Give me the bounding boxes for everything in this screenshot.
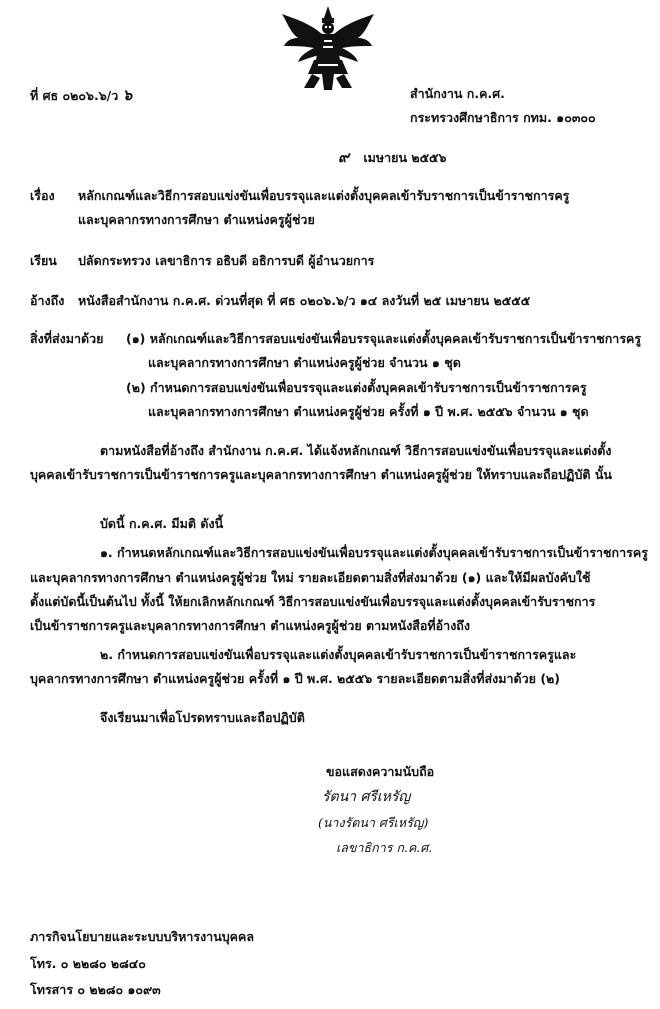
enclosure-2-line-2: และบุคลากรทางการศึกษา ตำแหน่งครูผู้ช่วย ครั้งที่ ๑ ปี พ.ศ. ๒๕๕๖ จำนวน ๑ ชุด <box>148 404 589 419</box>
subject-line-2: และบุคลากรทางการศึกษา ตำแหน่งครูผู้ช่วย <box>78 212 315 227</box>
enclosures-label: สิ่งที่ส่งมาด้วย <box>30 331 104 346</box>
body-paragraph-2: บัดนี้ ก.ค.ศ. มีมติ ดังนี้ <box>100 516 224 531</box>
to-label: เรียน <box>30 253 57 268</box>
enclosure-1-line-2: และบุคลากรทางการศึกษา ตำแหน่งครูผู้ช่วย จำนวน ๑ ชุด <box>148 355 461 370</box>
subject-label: เรื่อง <box>30 188 55 203</box>
body-paragraph-1-line-1: ตามหนังสือที่อ้างถึง สำนักงาน ก.ค.ศ. ได้แจ้งหลักเกณฑ์ วิธีการสอบแข่งขันเพื่อบรรจุและแต่งตั้ง <box>100 443 612 458</box>
date-month-year: เมษายน ๒๕๕๖ <box>363 150 447 165</box>
reference-text: หนังสือสำนักงาน ก.ค.ศ. ด่วนที่สุด ที่ ศธ ๐๒๐๖.๖/ว ๑๔ ลงวันที่ ๒๕ เมษายน ๒๕๕๕ <box>78 293 531 308</box>
resolution-2-line-1: ๒. กำหนดการสอบแข่งขันเพื่อบรรจุและแต่งตั้งบุคคลเข้ารับราชการเป็นข้าราชการครูและ <box>100 647 577 662</box>
document-date <box>338 148 446 167</box>
office-name: สำนักงาน ก.ค.ศ. <box>410 86 505 101</box>
date-day-handwritten: ๙ <box>338 148 349 166</box>
body-paragraph-1-line-2: บุคคลเข้ารับราชการเป็นข้าราชการครูและบุคลากรทางการศึกษา ตำแหน่งครูผู้ช่วย ให้ทราบและถือปฏิบัติ นั้น <box>30 467 612 482</box>
reference-number-text: ที่ ศธ ๐๒๐๖.๖/ว <box>30 88 119 103</box>
footer-department: ภารกิจนโยบายและระบบบริหารงานบุคคล <box>30 929 255 944</box>
garuda-emblem-icon <box>278 4 378 96</box>
reference-number-handwritten: ๖ <box>122 86 133 104</box>
reference-number <box>30 86 132 105</box>
closing-sentence: จึงเรียนมาเพื่อโปรดทราบและถือปฏิบัติ <box>100 710 305 725</box>
resolution-1-line-1: ๑. กำหนดหลักเกณฑ์และวิธีการสอบแข่งขันเพื่อบรรจุและแต่งตั้งบุคคลเข้ารับราชการเป็นข้าราชการครู <box>100 545 648 560</box>
to-text: ปลัดกระทรวง เลขาธิการ อธิบดี อธิการบดี ผู้อำนวยการ <box>78 253 375 268</box>
enclosure-1-line-1: (๑) หลักเกณฑ์และวิธีการสอบแข่งขันเพื่อบรรจุและแต่งตั้งบุคคลเข้ารับราชการเป็นข้าราชการครู <box>126 331 642 346</box>
subject-line-1: หลักเกณฑ์และวิธีการสอบแข่งขันเพื่อบรรจุและแต่งตั้งบุคคลเข้ารับราชการเป็นข้าราชการครู <box>78 188 570 203</box>
resolution-1-line-4: เป็นข้าราชการครูและบุคลากรทางการศึกษา ตำแหน่งครูผู้ช่วย ตามหนังสือที่อ้างถึง <box>30 618 470 633</box>
signatory-name: (นางรัตนา ศรีเหรัญ) <box>318 815 429 830</box>
enclosure-2-line-1: (๒) กำหนดการสอบแข่งขันเพื่อบรรจุและแต่งตั้งบุคคลเข้ารับราชการเป็นข้าราชการครู <box>126 380 587 395</box>
signatory-position: เลขาธิการ ก.ค.ศ. <box>336 840 433 855</box>
resolution-1-line-3: ตั้งแต่บัดนี้เป็นต้นไป ทั้งนี้ ให้ยกเลิกหลักเกณฑ์ วิธีการสอบแข่งขันเพื่อบรรจุและแต่งตั้งบุคคลเข้ารับราชการ <box>30 594 596 609</box>
regards-text: ขอแสดงความนับถือ <box>326 764 435 779</box>
footer-telephone: โทร. ๐ ๒๒๘๐ ๒๘๔๐ <box>30 956 146 971</box>
office-address: กระทรวงศึกษาธิการ กทม. ๑๐๓๐๐ <box>410 110 596 125</box>
resolution-2-line-2: บุคลากรทางการศึกษา ตำแหน่งครูผู้ช่วย ครั้งที่ ๑ ปี พ.ศ. ๒๕๕๖ รายละเอียดตามสิ่งที่ส่งมาด้วย (๒) <box>30 671 560 686</box>
footer-fax: โทรสาร ๐ ๒๒๘๐ ๑๐๙๓ <box>30 982 161 997</box>
reference-label: อ้างถึง <box>30 293 65 308</box>
handwritten-signature: รัตนา ศรีเหรัญ <box>322 789 411 805</box>
resolution-1-line-2: และบุคลากรทางการศึกษา ตำแหน่งครูผู้ช่วย ใหม่ รายละเอียดตามสิ่งที่ส่งมาด้วย (๑) และให้มีผลบังคับใช้ <box>30 570 591 585</box>
